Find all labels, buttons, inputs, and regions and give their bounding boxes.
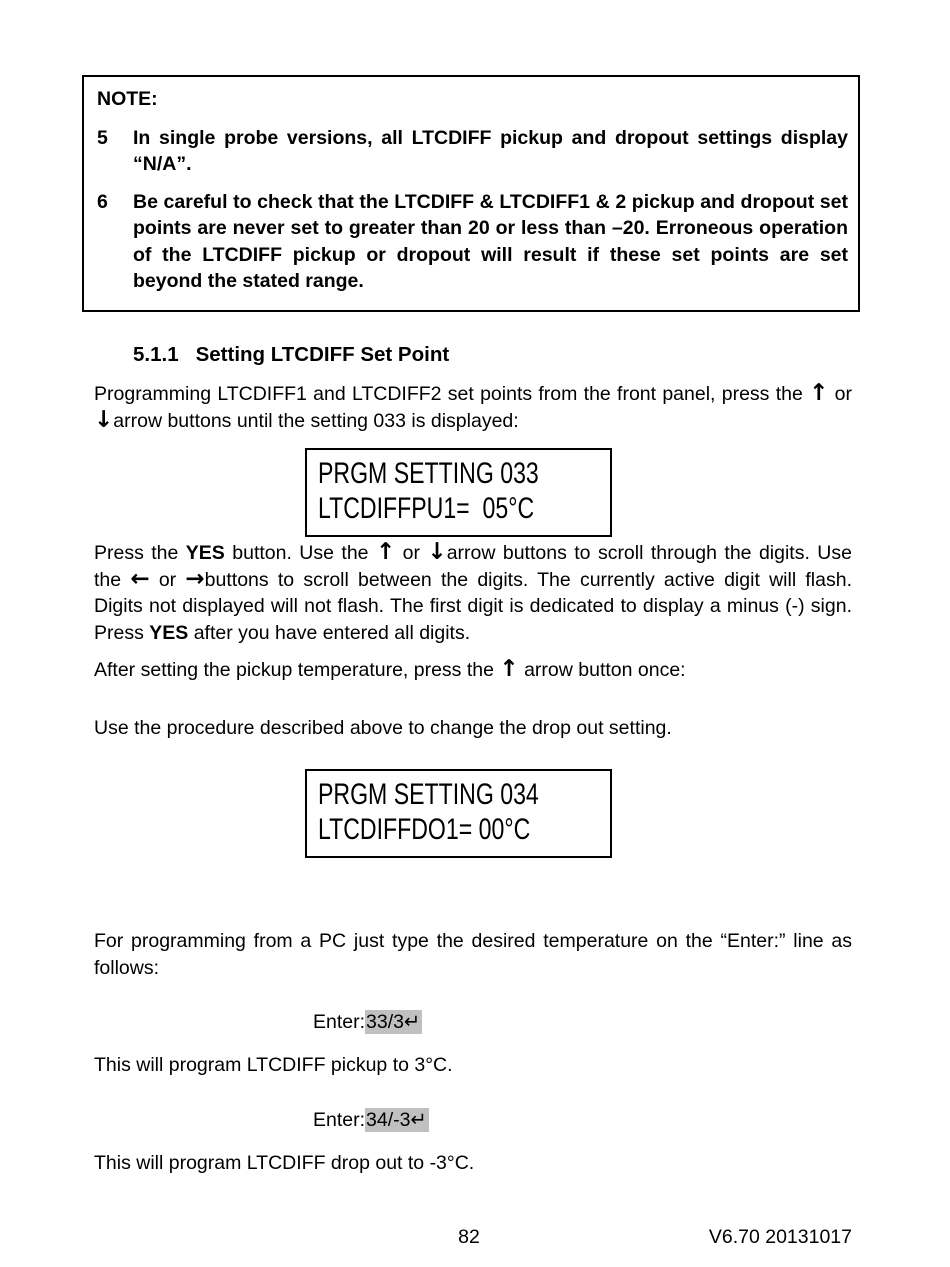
text-run: after you have entered all digits. — [188, 621, 471, 644]
enter-value-highlighted: 33/3↵ — [366, 1011, 421, 1033]
text-run: Use the procedure described above to change the drop out setting. — [94, 716, 672, 739]
text-run: arrow buttons to scroll through the digits. Use the — [94, 542, 852, 591]
text-run: YES — [185, 542, 225, 564]
version-label: V6.70 20131017 — [708, 1226, 852, 1248]
text-run: Press the — [94, 542, 186, 564]
note-item-5 — [97, 125, 848, 178]
paragraph-yes-instructions — [94, 540, 852, 646]
arrow-glyph: ↑ — [375, 539, 396, 565]
text-run: Programming LTCDIFF1 and LTCDIFF2 set points from the front panel, press the — [94, 383, 810, 405]
section-heading — [133, 342, 852, 369]
note-item-6 — [97, 189, 848, 295]
section-title: Setting LTCDIFF Set Point — [195, 342, 450, 366]
arrow-glyph: → — [185, 565, 205, 592]
paragraph-intro — [94, 381, 852, 434]
note-box — [82, 75, 860, 312]
text-run: arrow button once: — [518, 659, 686, 681]
enter-label: Enter: — [313, 1011, 366, 1033]
page-number: 82 — [458, 1226, 480, 1248]
paragraph-pickup-result — [94, 1052, 852, 1079]
text-run: This will program LTCDIFF drop out to -3°C. — [94, 1151, 475, 1174]
enter-label: Enter: — [313, 1109, 366, 1131]
section-number: 5.1.1 — [133, 342, 179, 366]
paragraph-pc-programming — [94, 928, 852, 981]
note-item-number: 6 — [97, 190, 108, 213]
paragraph-procedure — [94, 715, 852, 742]
text-run: buttons to scroll between the digits. The currently active digit will flash. Digits not displayed will not flash. The first digit is dedicated to display a minus (-) sign. Press — [94, 568, 852, 644]
page-footer — [0, 1224, 950, 1251]
arrow-glyph: ← — [130, 565, 150, 592]
paragraph-after-setting — [94, 657, 852, 684]
text-run: After setting the pickup temperature, press the — [94, 659, 500, 681]
enter-line-dropout — [313, 1107, 950, 1134]
text-run: For programming from a PC just type the desired temperature on the “Enter:” line as follows: — [94, 930, 852, 979]
note-item-number: 5 — [97, 126, 108, 149]
arrow-glyph: ↑ — [809, 380, 829, 406]
arrow-glyph: ↓ — [94, 406, 114, 433]
note-item-text: Be careful to check that the LTCDIFF & LTCDIFF1 & 2 pickup and dropout set points are never set to greater than 20 or less than –20. Erroneous operation of the LTCDIFF pickup or dropout will result if these set points are set beyond the stated range. — [133, 190, 848, 292]
text-run: or — [828, 383, 852, 405]
note-item-text: In single probe versions, all LTCDIFF pickup and dropout settings display “N/A”. — [133, 126, 848, 175]
text-run: button. Use the — [224, 542, 376, 564]
lcd-display-setting-033 — [305, 448, 612, 537]
lcd-display-setting-034 — [305, 769, 612, 858]
lcd-line-2: LTCDIFFPU1= 05°C — [318, 492, 535, 525]
arrow-glyph: ↑ — [499, 656, 519, 682]
enter-value-highlighted: 34/-3↵ — [366, 1109, 427, 1131]
paragraph-dropout-result — [94, 1150, 852, 1177]
lcd-line-1: PRGM SETTING 034 — [318, 778, 539, 811]
arrow-glyph: ↓ — [427, 539, 447, 565]
text-run: YES — [149, 621, 189, 644]
enter-line-pickup — [313, 1009, 950, 1036]
note-title: NOTE: — [97, 88, 158, 110]
text-run: arrow buttons until the setting 033 is displayed: — [113, 409, 519, 432]
lcd-line-2: LTCDIFFDO1= 00°C — [318, 813, 531, 846]
text-run: This will program LTCDIFF pickup to 3°C. — [94, 1053, 453, 1076]
text-run: or — [395, 542, 428, 564]
lcd-line-1: PRGM SETTING 033 — [318, 457, 539, 490]
text-run: or — [149, 568, 186, 591]
